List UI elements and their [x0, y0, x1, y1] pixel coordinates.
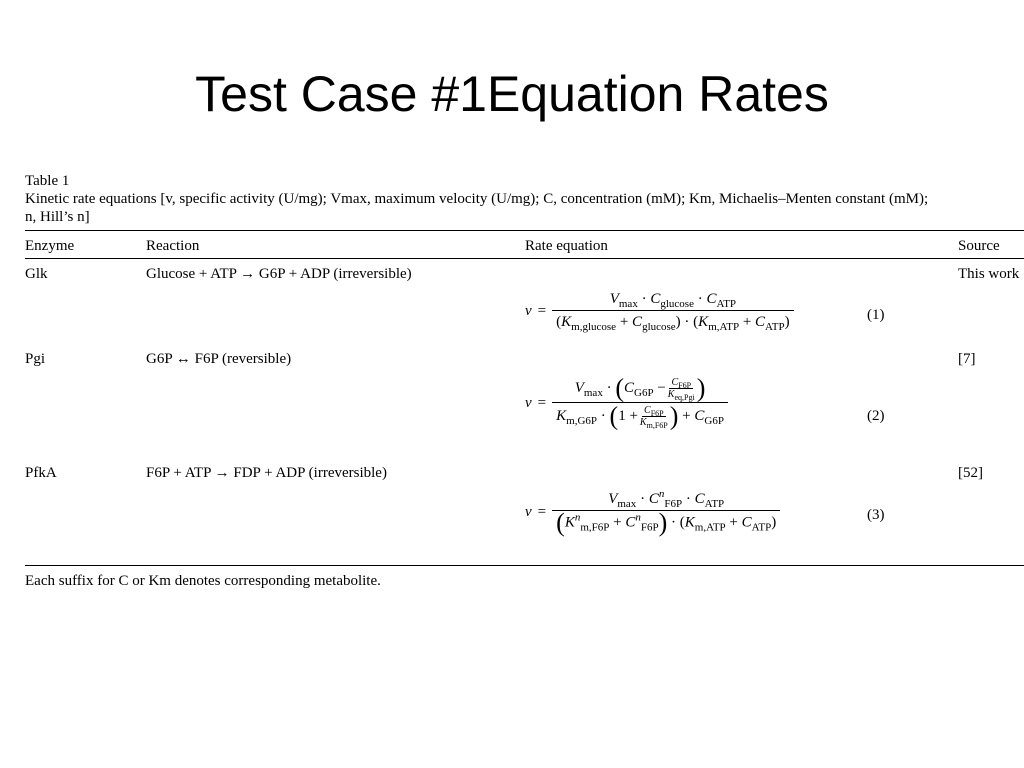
- table-caption-continued: n, Hill’s n]: [25, 209, 90, 225]
- rate-equation-2: v = $V_{max} \cdot (C_{G6P}$ − $\frac{C_{F6P}}{K_{eq,Pgi}}$ ) $K_{m,G6P} \cdot (1$ + $\frac{C_{F6P}}{K_{m,F6P}}$ ) + $C_{G6P}$: [525, 377, 728, 428]
- slide-title: Test Case #1Equation Rates: [195, 66, 829, 122]
- row-pfka-source: [52]: [958, 465, 983, 481]
- row-pgi-reaction: G6P ↔ F6P (reversible): [146, 351, 292, 367]
- table-caption: Kinetic rate equations [v, specific activity (U/mg); Vmax, maximum velocity (U/mg); C, concentration (mM); Km, Michaelis–Menten constant (mM);: [25, 191, 929, 207]
- rate-equation-1: v = $\frac{V_{max} \cdot C_{glucose} \cdot C_{ATP}}{(K_{m,glucose} + C_{glucose}) \cdot (K_{m,ATP} + C_{ATP})}$: [525, 290, 794, 331]
- header-enzyme: Enzyme: [25, 238, 75, 254]
- row-pgi-source: [7]: [958, 351, 976, 367]
- equation-number-3: (3): [867, 507, 885, 523]
- equation-number-1: (1): [867, 307, 885, 323]
- table-label: Table 1: [25, 173, 70, 189]
- table-footnote: Each suffix for C or Km denotes corresponding metabolite.: [25, 573, 381, 589]
- header-rate-equation: Rate equation: [525, 238, 608, 254]
- row-glk-reaction: Glucose + ATP → G6P + ADP (irreversible): [146, 266, 412, 282]
- table-header-rule: [25, 258, 1024, 259]
- table-bottom-rule: [25, 565, 1024, 566]
- row-glk-enzyme: Glk: [25, 266, 48, 282]
- row-pgi-enzyme: Pgi: [25, 351, 46, 367]
- row-pfka-enzyme: PfkA: [25, 465, 57, 481]
- row-pfka-reaction: F6P + ATP → FDP + ADP (irreversible): [146, 465, 387, 481]
- kinetic-rate-table: [25, 172, 1024, 589]
- row-glk-source: This work: [958, 266, 1020, 282]
- table-top-rule: [25, 230, 1024, 231]
- equation-number-2: (2): [867, 408, 885, 424]
- header-reaction: Reaction: [146, 238, 200, 254]
- header-source: Source: [958, 238, 1000, 254]
- rate-equation-3: v = $\frac{V_{max} \cdot C^n_{F6P} \cdot C_{ATP}}{(K^n_{m,F6P} + C^n_{F6P}) \cdot (K_{m,ATP} + C_{ATP})}$: [525, 490, 780, 533]
